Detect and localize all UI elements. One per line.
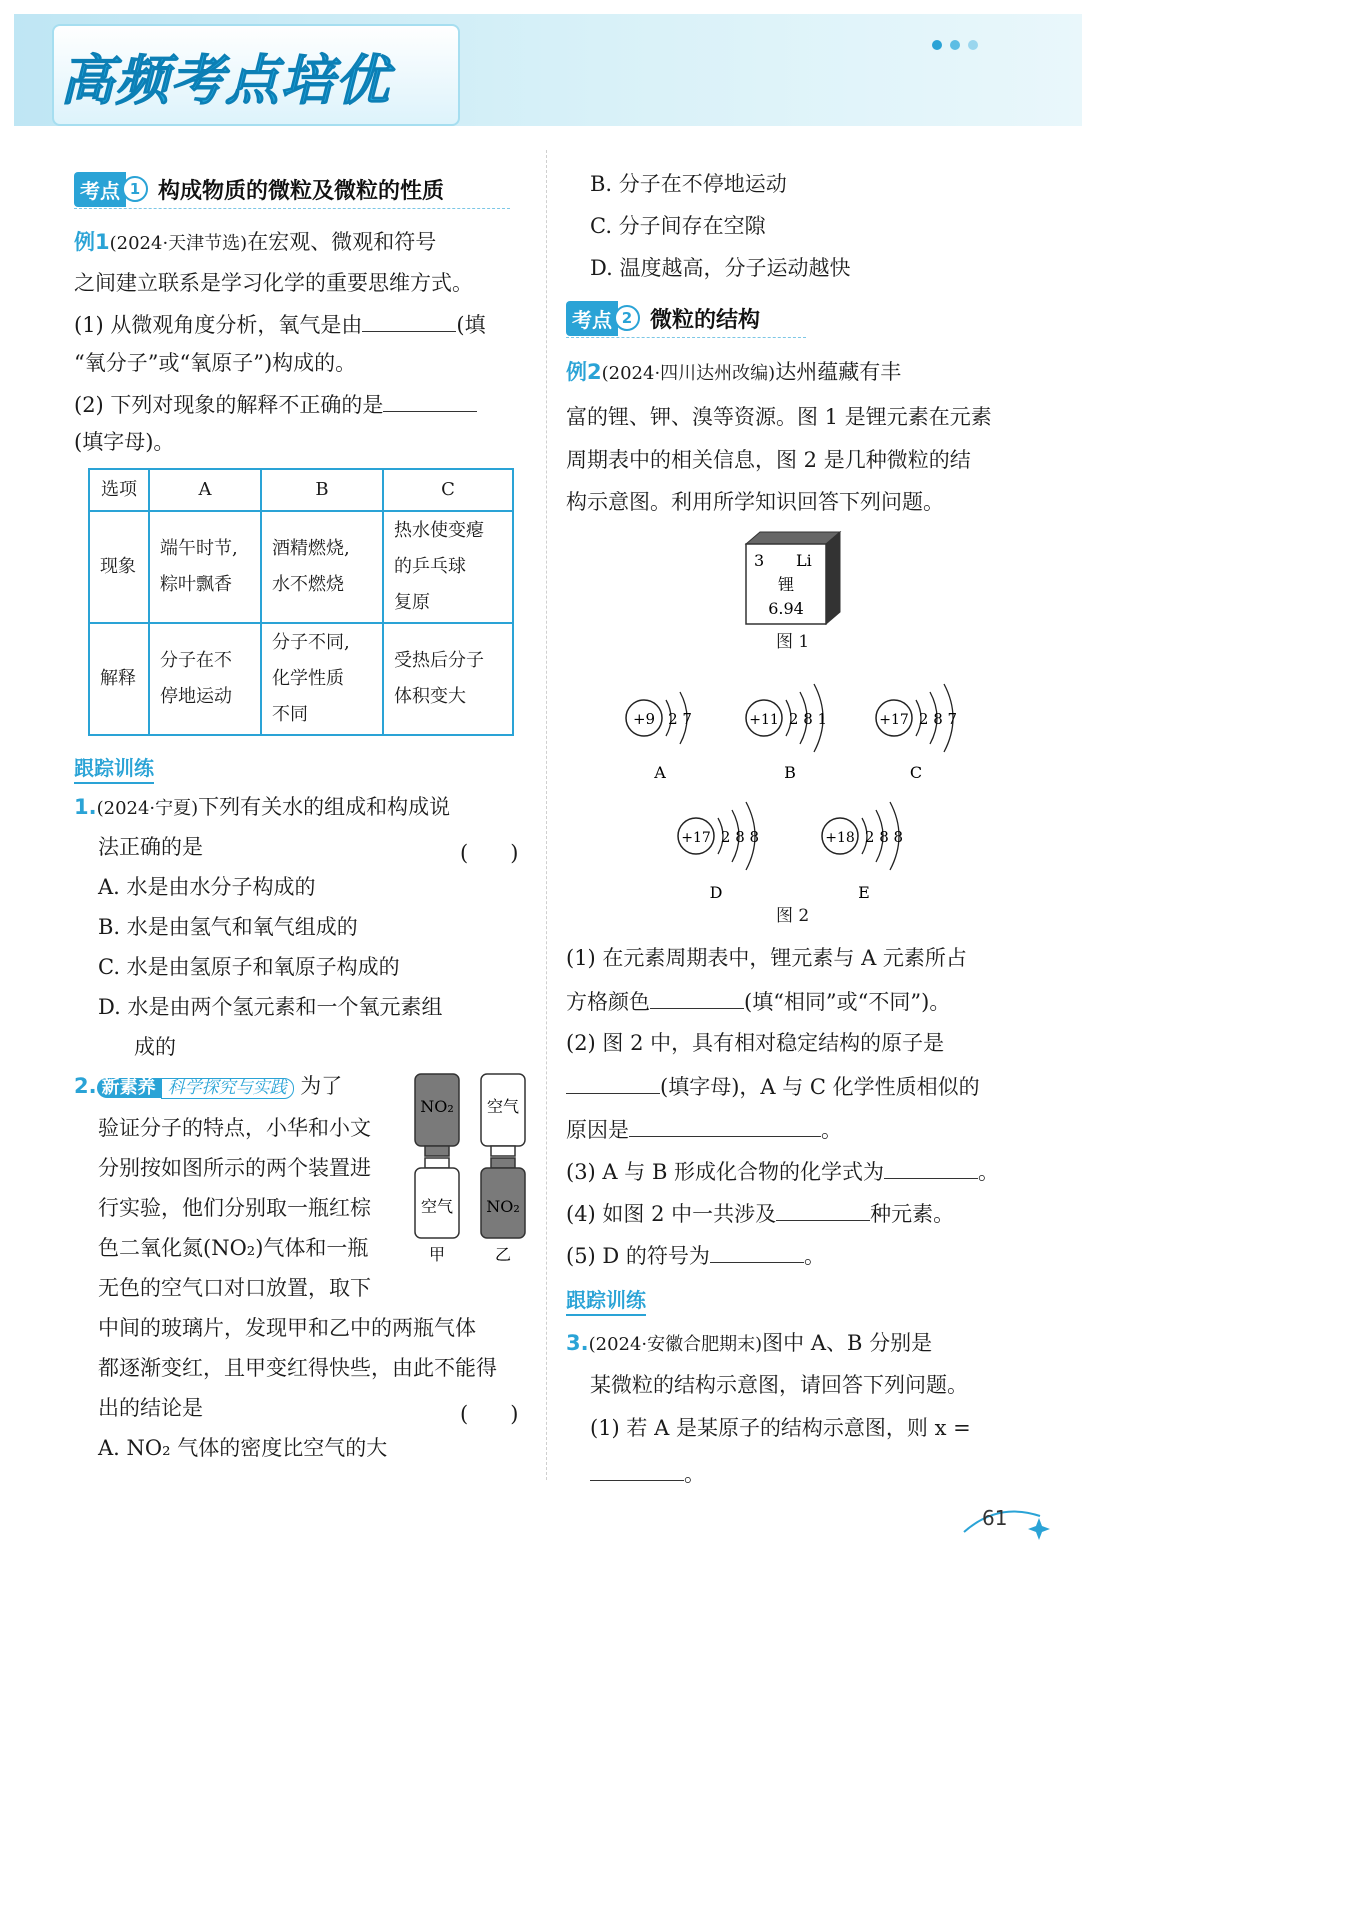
svg-text:B: B <box>784 763 796 782</box>
dot-icon <box>950 40 960 50</box>
q1-line-2: 法正确的是 <box>98 835 203 859</box>
svg-text:2 8 8: 2 8 8 <box>864 828 904 846</box>
q1-option-c: C. 水是由氢原子和氧原子构成的 <box>98 955 400 979</box>
svg-text:2 8 1: 2 8 1 <box>788 710 828 728</box>
svg-text:+11: +11 <box>749 712 779 728</box>
q2-line: 出的结论是 <box>98 1396 203 1420</box>
example-1-q1-cont: “氧分子”或“氧原子”)构成的。 <box>74 351 357 375</box>
example-1-line-1 <box>74 232 436 253</box>
answer-blank[interactable] <box>629 1118 821 1137</box>
example-source: (2024·天津节选) <box>109 233 248 254</box>
answer-blank[interactable] <box>383 393 477 412</box>
example-2-q2-cont: (填字母)，A 与 C 化学性质相似的 <box>566 1075 980 1098</box>
example-2-q3: (3) A 与 B 形成化合物的化学式为 。 <box>566 1160 1000 1184</box>
figure-label: 乙 <box>494 1245 512 1264</box>
dot-icon <box>968 40 978 50</box>
kaodian-underline <box>566 337 806 338</box>
banner-dots <box>932 40 978 50</box>
q2-line-1 <box>74 1076 342 1099</box>
q3-line-2: 某微粒的结构示意图，请回答下列问题。 <box>590 1373 968 1397</box>
q2-option-a: A. NO₂ 气体的密度比空气的大 <box>98 1436 388 1460</box>
q2-line: 色二氧化氮(NO₂)气体和一瓶 <box>98 1236 369 1260</box>
atomic-mass: 6.94 <box>768 599 804 618</box>
example-2-q5: (5) D 的符号为 。 <box>566 1244 825 1268</box>
svg-text:+18: +18 <box>825 830 855 846</box>
example-2-line: 构示意图。利用所学知识回答下列问题。 <box>566 490 944 514</box>
atom-diagram-e <box>822 802 903 902</box>
table-cell: 分子不同, 化学性质 不同 <box>261 623 383 735</box>
example-1-q2 <box>74 393 477 416</box>
svg-text:2 8 7: 2 8 7 <box>918 710 958 728</box>
q1-option-a: A. 水是由水分子构成的 <box>98 875 316 899</box>
example-2-line: 周期表中的相关信息，图 2 是几种微粒的结 <box>566 448 971 472</box>
lithium-element-tile <box>740 530 850 630</box>
atomic-number: 3 <box>754 551 765 570</box>
table-header: B <box>261 469 383 511</box>
figure-1-caption: 图 1 <box>776 632 810 652</box>
answer-blank[interactable] <box>884 1160 978 1179</box>
table-cell: 端午时节, 粽叶飘香 <box>149 511 261 623</box>
q1-text: (填 <box>456 313 486 337</box>
example-2-line: 富的锂、钾、溴等资源。图 1 是锂元素在元素 <box>566 405 992 429</box>
xinsuyang-tag: 新素养 <box>97 1078 161 1098</box>
genzong-heading: 跟踪训练 <box>566 1284 646 1316</box>
atom-structure-figure <box>600 668 1000 908</box>
banner-title: 高频考点培优 <box>60 49 390 112</box>
q2-line: 无色的空气口对口放置，取下 <box>98 1276 371 1300</box>
svg-text:C: C <box>909 763 923 782</box>
example-tag: 例1 <box>74 230 110 254</box>
table-header: C <box>383 469 513 511</box>
kaodian-title: 构成物质的微粒及微粒的性质 <box>158 178 445 204</box>
answer-blank[interactable] <box>710 1244 804 1263</box>
table-cell: 热水使变瘪 的乒乓球 复原 <box>383 511 513 623</box>
svg-text:2 8 8: 2 8 8 <box>720 828 760 846</box>
table-cell: 受热后分子 体积变大 <box>383 623 513 735</box>
q1-line-1 <box>74 797 450 818</box>
kaodian-2-heading <box>566 301 760 335</box>
dot-icon <box>932 40 942 50</box>
kaodian-tag: 考点 <box>74 172 126 207</box>
answer-blank[interactable] <box>566 1075 660 1094</box>
kaodian-underline <box>74 208 510 209</box>
atom-diagram-d <box>678 802 759 902</box>
question-source: (2024·宁夏) <box>96 798 199 819</box>
example-2-q1-cont: 方格颜色 (填“相同”或“不同”)。 <box>566 990 951 1014</box>
practice-tag: 科学探究与实践 <box>161 1078 294 1099</box>
kaodian-title: 微粒的结构 <box>650 307 761 333</box>
q1-text: (1) 从微观角度分析，氧气是由 <box>74 313 363 337</box>
svg-text:+17: +17 <box>681 830 711 846</box>
bottle-label: 空气 <box>420 1197 454 1216</box>
example-text: 达州蕴藏有丰 <box>775 360 902 384</box>
answer-blank[interactable] <box>776 1202 870 1221</box>
q2-option-b: B. 分子在不停地运动 <box>590 172 787 196</box>
q2-line: 分别按如图所示的两个装置进 <box>98 1156 371 1180</box>
svg-text:+17: +17 <box>879 712 909 728</box>
kaodian-tag: 考点 <box>566 301 618 336</box>
element-name: 锂 <box>777 575 795 594</box>
q2-option-c: C. 分子间存在空隙 <box>590 214 766 238</box>
question-number: 3. <box>566 1331 589 1355</box>
example-2-line-1 <box>566 362 901 383</box>
bottle-label: NO₂ <box>420 1097 454 1116</box>
gas-bottles-figure <box>405 1068 535 1268</box>
element-symbol: Li <box>796 551 812 570</box>
svg-text:E: E <box>858 883 870 902</box>
q2-line: 都逐渐变红，且甲变红得快些，由此不能得 <box>98 1356 497 1380</box>
atom-diagram-b <box>746 684 827 782</box>
q2-option-d: D. 温度越高，分子运动越快 <box>590 256 851 280</box>
figure-2-caption: 图 2 <box>776 906 810 926</box>
atom-diagram-c <box>876 684 957 782</box>
table-cell: 分子在不 停地运动 <box>149 623 261 735</box>
svg-text:A: A <box>654 763 666 782</box>
q3-line-4: 。 <box>590 1462 705 1485</box>
example-1-q2-cont: (填字母)。 <box>74 430 175 454</box>
question-number: 1. <box>74 795 97 819</box>
question-number: 2. <box>74 1074 97 1098</box>
atom-diagram-a <box>626 692 692 782</box>
answer-blank[interactable] <box>362 313 456 332</box>
genzong-heading: 跟踪训练 <box>74 752 154 784</box>
example-2-q2: (2) 图 2 中，具有相对稳定结构的原子是 <box>566 1031 945 1055</box>
q2-line: 行实验，他们分别取一瓶红棕 <box>98 1196 371 1220</box>
example-2-q1: (1) 在元素周期表中，锂元素与 A 元素所占 <box>566 946 967 970</box>
example-1-line-2: 之间建立联系是学习化学的重要思维方式。 <box>74 271 473 295</box>
answer-paren[interactable]: ( ) <box>460 1402 519 1426</box>
svg-text:D: D <box>709 883 723 902</box>
svg-text:2 7: 2 7 <box>668 710 692 728</box>
bottle-label: 空气 <box>486 1097 520 1116</box>
example-2-q2-reason: 原因是 。 <box>566 1118 842 1142</box>
table-row-label: 现象 <box>89 511 149 623</box>
q2-text: (2) 下列对现象的解释不正确的是 <box>74 393 384 417</box>
bottle-label: NO₂ <box>486 1197 520 1216</box>
answer-paren[interactable]: ( ) <box>460 841 519 865</box>
figure-label: 甲 <box>428 1245 446 1264</box>
q1-option-d-cont: 成的 <box>134 1035 176 1059</box>
table-header: A <box>149 469 261 511</box>
q2-line: 中间的玻璃片，发现甲和乙中的两瓶气体 <box>98 1316 476 1340</box>
q1-option-d: D. 水是由两个氢元素和一个氧元素组 <box>98 995 443 1019</box>
q1-option-b: B. 水是由氢气和氧气组成的 <box>98 915 358 939</box>
page-number: 61 <box>982 1506 1008 1530</box>
q3-line-1 <box>566 1333 932 1354</box>
question-text: 图中 A、B 分别是 <box>762 1331 933 1355</box>
example-1-q1 <box>74 313 486 336</box>
answer-blank[interactable] <box>590 1462 684 1481</box>
kaodian-number: 1 <box>122 176 148 202</box>
kaodian-1-heading <box>74 172 444 206</box>
q2-line: 验证分子的特点，小华和小文 <box>98 1116 371 1140</box>
question-text: 下列有关水的组成和构成说 <box>198 795 451 819</box>
table-row-label: 解释 <box>89 623 149 735</box>
svg-text:+9: +9 <box>632 710 656 728</box>
example-2-q4: (4) 如图 2 中一共涉及 种元素。 <box>566 1202 955 1226</box>
question-text: 为了 <box>300 1074 343 1098</box>
q3-line-3: (1) 若 A 是某原子的结构示意图，则 x = <box>590 1416 971 1440</box>
table-header: 选项 <box>89 469 149 511</box>
kaodian-number: 2 <box>614 305 640 331</box>
example-text: 在宏观、微观和符号 <box>247 230 437 254</box>
question-source: (2024·安徽合肥期末) <box>588 1334 763 1355</box>
table-cell: 酒精燃烧, 水不燃烧 <box>261 511 383 623</box>
answer-blank[interactable] <box>650 990 744 1009</box>
example-tag: 例2 <box>566 360 602 384</box>
column-divider <box>546 150 547 1480</box>
options-table <box>88 468 514 736</box>
example-source: (2024·四川达州改编) <box>601 363 776 384</box>
